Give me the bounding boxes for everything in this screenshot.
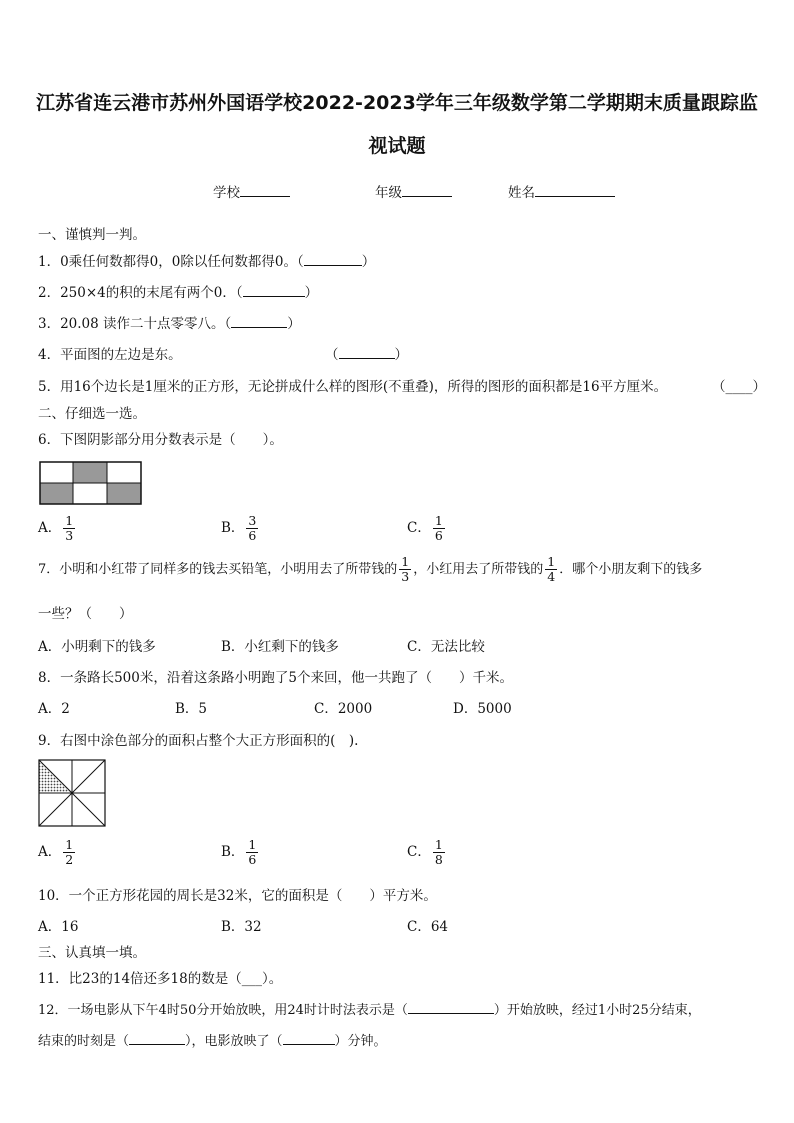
q10-option-b[interactable]: B．32 — [221, 919, 262, 935]
fraction — [246, 838, 258, 867]
q7-line2: 一些？（ ） — [38, 606, 133, 622]
name-field — [508, 181, 615, 201]
section-3-heading: 三、认真填一填。 — [38, 945, 146, 961]
denominator: 6 — [434, 528, 443, 543]
numerator: 1 — [65, 837, 74, 852]
q5-answer-blank[interactable]: （____） — [712, 379, 766, 395]
option-label: C． — [407, 520, 431, 536]
q7-text-part2: ，小红用去了所带钱的 — [413, 562, 544, 577]
q2-end: ） — [304, 285, 319, 301]
name-blank[interactable] — [535, 182, 615, 197]
numerator: 1 — [547, 554, 556, 569]
q12-text-d: ），电影放映了（ — [185, 1034, 283, 1049]
q6-option-a[interactable] — [38, 514, 77, 543]
numerator: 3 — [248, 513, 257, 528]
denominator: 6 — [248, 528, 257, 543]
grade-blank[interactable] — [402, 182, 452, 197]
numerator: 1 — [434, 837, 443, 852]
question-9: 9．右图中涂色部分的面积占整个大正方形面积的( ). — [38, 733, 359, 749]
q4-answer — [325, 343, 408, 363]
section-2-heading: 二、仔细选一选。 — [38, 406, 146, 422]
denominator: 2 — [65, 852, 74, 867]
school-label: 学校 — [213, 185, 240, 201]
question-7 — [38, 555, 702, 584]
question-11: 11．比23的14倍还多18的数是（___）。 — [38, 971, 283, 987]
grid-cell-shaded — [73, 462, 107, 483]
question-12-line2 — [38, 1030, 387, 1049]
q4-answer-blank[interactable] — [339, 344, 395, 359]
denominator: 4 — [547, 569, 556, 584]
numerator: 1 — [434, 513, 443, 528]
q6-option-b[interactable] — [221, 514, 260, 543]
q8-option-c[interactable]: C．2000 — [314, 701, 373, 717]
question-10: 10．一个正方形花园的周长是32米，它的面积是（ ）平方米。 — [38, 888, 437, 904]
q12-text-b: ）开始放映，经过1小时25分结束， — [493, 1003, 701, 1018]
q1-answer-blank[interactable] — [304, 251, 362, 266]
q4-end: ） — [394, 347, 408, 363]
numerator: 1 — [248, 837, 257, 852]
q2-text: 2．250×4的积的末尾有两个0．（ — [38, 285, 243, 301]
fraction — [63, 514, 75, 543]
grade-field — [375, 181, 452, 201]
q8-option-a[interactable]: A．2 — [38, 701, 70, 717]
option-label: A． — [38, 520, 62, 536]
question-2 — [38, 281, 318, 301]
page-title-line2: 视试题 — [368, 135, 426, 157]
fraction — [433, 514, 445, 543]
question-3 — [38, 312, 301, 332]
denominator: 6 — [248, 852, 257, 867]
grid-cell-shaded — [40, 483, 73, 504]
q10-option-c[interactable]: C．64 — [407, 919, 449, 935]
fraction — [63, 838, 75, 867]
numerator: 1 — [65, 513, 74, 528]
q12-text-e: ）分钟。 — [334, 1034, 387, 1049]
q8-option-b[interactable]: B．5 — [175, 701, 208, 717]
page-title: 江苏省连云港市苏州外国语学校2022-2023学年三年级数学第二学期期末质量跟踪监 — [36, 92, 758, 114]
q1-text: 1．0乘任何数都得0，0除以任何数都得0。（ — [38, 254, 304, 270]
q3-answer-blank[interactable] — [231, 313, 287, 328]
q9-option-c[interactable] — [407, 838, 447, 867]
q12-blank-3[interactable] — [283, 1030, 335, 1045]
q7-option-c[interactable]: C．无法比较 — [407, 639, 485, 655]
q7-option-a[interactable]: A．小明剩下的钱多 — [38, 639, 156, 655]
option-label: B． — [221, 520, 245, 536]
school-blank[interactable] — [240, 182, 290, 197]
numerator: 1 — [401, 554, 410, 569]
question-8: 8．一条路长500米，沿着这条路小明跑了5个来回，他一共跑了（ ）千米。 — [38, 670, 513, 686]
denominator: 3 — [401, 569, 410, 584]
grade-label: 年级 — [375, 185, 402, 201]
school-field — [213, 181, 290, 201]
fraction — [246, 514, 258, 543]
question-5 — [38, 375, 667, 395]
q2-answer-blank[interactable] — [243, 282, 305, 297]
q6-option-c[interactable] — [407, 514, 447, 543]
q5-text: 5．用16个边长是1厘米的正方形，无论拼成什么样的图形(不重叠)，所得的图形的面积都是16平方厘米。 — [38, 379, 668, 395]
fraction — [433, 838, 445, 867]
q12-blank-1[interactable] — [408, 999, 494, 1014]
question-6: 6．下图阴影部分用分数表示是（ ）。 — [38, 432, 283, 448]
q4-text: 4．平面图的左边是东。 — [38, 347, 182, 363]
q10-option-a[interactable]: A．16 — [38, 919, 79, 935]
option-label: B． — [221, 844, 245, 860]
q1-end: ） — [361, 254, 376, 270]
q3-end: ） — [287, 316, 301, 332]
question-12 — [38, 999, 701, 1018]
q7-text-part1: 7．小明和小红带了同样多的钱去买铅笔，小明用去了所带钱的 — [38, 562, 398, 577]
q4-paren-open: （ — [325, 347, 339, 363]
q3-text: 3．20.08 读作二十点零零八。（ — [38, 316, 232, 332]
grid-cell-shaded — [107, 483, 141, 504]
q9-option-b[interactable] — [221, 838, 260, 867]
question-1 — [38, 250, 375, 270]
q12-text-c: 结束的时刻是（ — [38, 1034, 130, 1049]
q12-blank-2[interactable] — [129, 1030, 185, 1045]
q7-text-part3: ．哪个小朋友剩下的钱多 — [559, 562, 703, 577]
section-1-heading: 一、谨慎判一判。 — [38, 227, 146, 243]
fraction — [399, 555, 411, 584]
denominator: 8 — [434, 852, 443, 867]
name-label: 姓名 — [508, 185, 535, 201]
q9-square-figure — [38, 759, 106, 827]
denominator: 3 — [65, 528, 74, 543]
q6-grid-figure — [39, 461, 143, 505]
q7-option-b[interactable]: B．小红剩下的钱多 — [221, 639, 339, 655]
fraction — [545, 555, 557, 584]
question-4 — [38, 343, 182, 363]
option-label: A． — [38, 844, 62, 860]
option-label: C． — [407, 844, 431, 860]
q9-option-a[interactable] — [38, 838, 77, 867]
q8-option-d[interactable]: D．5000 — [453, 701, 512, 717]
q12-text-a: 12．一场电影从下午4时50分开始放映，用24时计时法表示是（ — [38, 1003, 408, 1018]
